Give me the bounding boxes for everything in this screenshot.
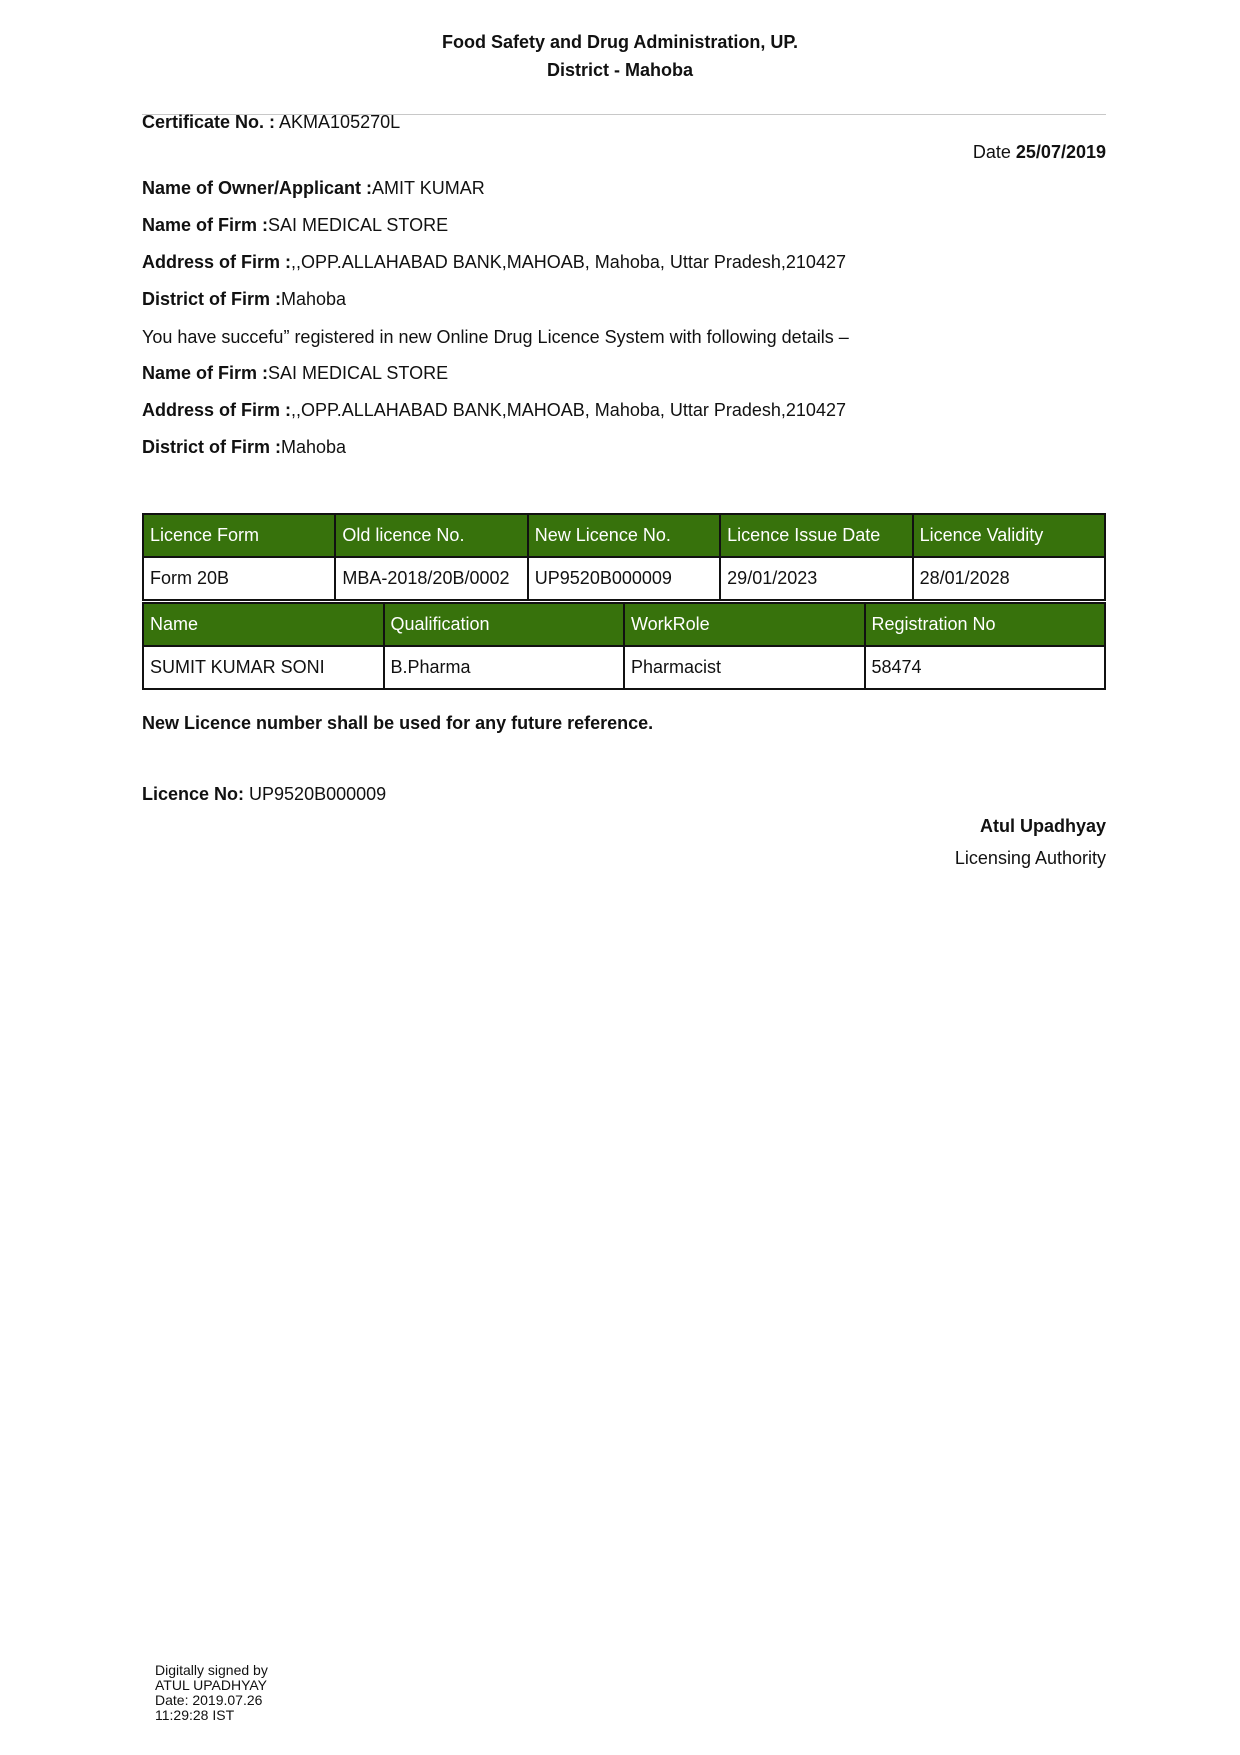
licence-form-cell: Form 20B: [143, 557, 335, 600]
pharmacist-table-header-row: [143, 603, 1105, 646]
firm-name-repeat-value: SAI MEDICAL STORE: [268, 363, 449, 383]
firm-address-value: ,,OPP.ALLAHABAD BANK,MAHOAB, Mahoba, Uttar Pradesh,210427: [291, 252, 846, 272]
firm-address-label: Address of Firm :: [142, 252, 292, 272]
document-header: [0, 28, 1240, 84]
signature-time: 11:29:28 IST: [155, 1707, 235, 1723]
firm-address-repeat-label: Address of Firm :: [142, 400, 292, 420]
firm-district-repeat: [142, 437, 346, 458]
firm-district-repeat-label: District of Firm :: [142, 437, 282, 457]
licence-table-header-cell: Old licence No.: [335, 514, 527, 557]
firm-district-repeat-value: Mahoba: [281, 437, 347, 457]
issue-date-value: 25/07/2019: [1015, 142, 1106, 162]
signature-signer: ATUL UPADHYAY: [155, 1677, 268, 1693]
owner-name-label: Name of Owner/Applicant :: [142, 178, 373, 198]
pharmacist-table-header-cell: Qualification: [384, 603, 625, 646]
owner-name-value: AMIT KUMAR: [372, 178, 485, 198]
firm-district-label: District of Firm :: [142, 289, 282, 309]
pharmacist-table-header-cell: WorkRole: [624, 603, 865, 646]
licence-number-footer-label: Licence No:: [142, 784, 245, 804]
certificate-number-value: AKMA105270L: [275, 112, 401, 132]
qualification-cell: B.Pharma: [384, 646, 625, 689]
pharmacist-table-header-cell: Name: [143, 603, 384, 646]
firm-address-repeat: [142, 400, 846, 421]
signature-date: Date: 2019.07.26: [155, 1692, 263, 1708]
signature-line: Digitally signed by: [155, 1662, 268, 1678]
registration-number-cell: 58474: [865, 646, 1106, 689]
firm-name-repeat: [142, 363, 448, 384]
firm-address-repeat-value: ,,OPP.ALLAHABAD BANK,MAHOAB, Mahoba, Uttar Pradesh,210427: [291, 400, 846, 420]
issue-date-label: Date: [972, 142, 1016, 162]
header-authority-title: Food Safety and Drug Administration, UP.: [441, 32, 799, 52]
old-licence-number-cell: MBA-2018/20B/0002: [335, 557, 527, 600]
certificate-number-label: Certificate No. :: [142, 112, 276, 132]
firm-name-repeat-label: Name of Firm :: [142, 363, 269, 383]
table-row: [143, 557, 1105, 600]
pharmacist-details-table: [142, 602, 1106, 690]
authority-name: Atul Upadhyay: [979, 816, 1106, 836]
firm-address: [142, 252, 846, 273]
licence-issue-date-cell: 29/01/2023: [720, 557, 912, 600]
certificate-number: [142, 112, 400, 133]
firm-district-value: Mahoba: [281, 289, 347, 309]
firm-name: [142, 215, 448, 236]
firm-district: [142, 289, 346, 310]
new-licence-number-cell: UP9520B000009: [528, 557, 720, 600]
firm-name-value: SAI MEDICAL STORE: [268, 215, 449, 235]
pharmacist-table-header-cell: Registration No: [865, 603, 1106, 646]
owner-name: [142, 178, 485, 199]
issue-date: [973, 142, 1106, 163]
licence-table-header-cell: New Licence No.: [528, 514, 720, 557]
firm-name-label: Name of Firm :: [142, 215, 269, 235]
workrole-cell: Pharmacist: [624, 646, 865, 689]
licence-details-table: [142, 513, 1106, 601]
licence-number-footer: [142, 784, 386, 805]
header-district: District - Mahoba: [546, 60, 693, 80]
licence-validity-cell: 28/01/2028: [913, 557, 1105, 600]
table-row: [143, 646, 1105, 689]
licence-table-header-cell: Licence Form: [143, 514, 335, 557]
licence-number-footer-value: UP9520B000009: [244, 784, 387, 804]
licence-table-header-cell: Licence Issue Date: [720, 514, 912, 557]
pharmacist-name-cell: SUMIT KUMAR SONI: [143, 646, 384, 689]
registration-message: You have succefu” registered in new Online Drug Licence System with following details –: [142, 327, 849, 347]
authority-title: Licensing Authority: [954, 848, 1106, 868]
future-reference-notice: New Licence number shall be used for any future reference.: [142, 713, 654, 733]
digital-signature-stamp: [155, 1663, 268, 1723]
licence-table-header-row: [143, 514, 1105, 557]
licence-table-header-cell: Licence Validity: [913, 514, 1105, 557]
